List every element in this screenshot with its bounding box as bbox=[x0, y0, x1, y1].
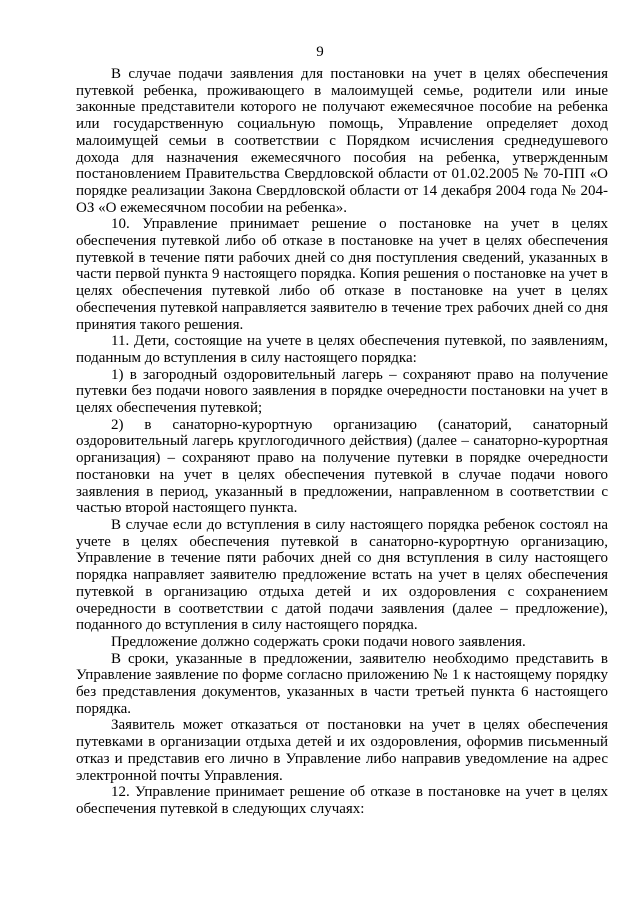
paragraph-item-10: 10. Управление принимает решение о постановке на учет в целях обеспечения путевкой либо об отказе в постановке на учет в целях обеспечения путевкой в течение пяти рабочих дней со дня поступления сведений, указанных в части первой пункта 9 настоящего порядка. Копия решения о постановке на учет в целях обеспечения путевкой либо об отказе в постановке на учет в целях обеспечения путевкой направляется заявителю в течение трех рабочих дней со дня принятия такого решения. bbox=[76, 216, 608, 333]
paragraph-offer-deadline: В сроки, указанные в предложении, заявителю необходимо представить в Управление заявление по форме согласно приложению № 1 к настоящему порядку без представления документов, указанных в части третьей пункта 6 настоящего порядка. bbox=[76, 650, 608, 717]
document-body bbox=[76, 66, 608, 818]
paragraph-item-12: 12. Управление принимает решение об отказе в постановке на учет в целях обеспечения путевкой в следующих случаях: bbox=[76, 784, 608, 817]
paragraph-refusal-option: Заявитель может отказаться от постановки на учет в целях обеспечения путевками в организации отдыха детей и их оздоровления, оформив письменный отказ и представив его лично в Управление либо направив уведомление на адрес электронной почты Управления. bbox=[76, 717, 608, 784]
paragraph-low-income-family: В случае подачи заявления для постановки на учет в целях обеспечения путевкой ребенка, проживающего в малоимущей семье, родители или иные законные представители которого не получают ежемесячное пособие на ребенка или государственную социальную помощь, Управление определяет доход малоимущей семьи в соответствии с Порядком исчисления среднедушевого дохода для назначения ежемесячного пособия на ребенка, утвержденным постановлением Правительства Свердловской области от 01.02.2005 № 70-ПП «О порядке реализации Закона Свердловской области от 14 декабря 2004 года № 204-ОЗ «О ежемесячном пособии на ребенка». bbox=[76, 66, 608, 216]
page-number: 9 bbox=[316, 44, 324, 60]
paragraph-offer-terms: Предложение должно содержать сроки подачи нового заявления. bbox=[111, 633, 526, 650]
paragraph-item-11: 11. Дети, состоящие на учете в целях обеспечения путевкой, по заявлениям, поданным до вступления в силу настоящего порядка: bbox=[76, 333, 608, 366]
paragraph-item-11-sub-1: 1) в загородный оздоровительный лагерь – сохраняют право на получение путевки без подачи нового заявления в порядке очередности постановки на учет в целях обеспечения путевкой; bbox=[76, 366, 608, 417]
paragraph-item-11-sub-2: 2) в санаторно-курортную организацию (санаторий, санаторный оздоровительный лагерь круглогодичного действия) (далее – санаторно-курортная организация) – сохраняют право на получение путевки в порядке очередности постановки на учет в целях обеспечения путевкой в случае подачи нового заявления в период, указанный в предложении, направленном в соответствии с частью второй настоящего пункта. bbox=[76, 416, 608, 517]
paragraph-sanatorium-queue: В случае если до вступления в силу настоящего порядка ребенок состоял на учете в целях обеспечения путевкой в санаторно-курортную организацию, Управление в течение пяти рабочих дней со дня вступления в силу настоящего порядка направляет заявителю предложение встать на учет в целях обеспечения путевкой в организацию отдыха детей и их оздоровления с сохранением очередности в соответствии с датой подачи заявления (далее – предложение), поданного до вступления в силу настоящего порядка. bbox=[76, 516, 608, 634]
